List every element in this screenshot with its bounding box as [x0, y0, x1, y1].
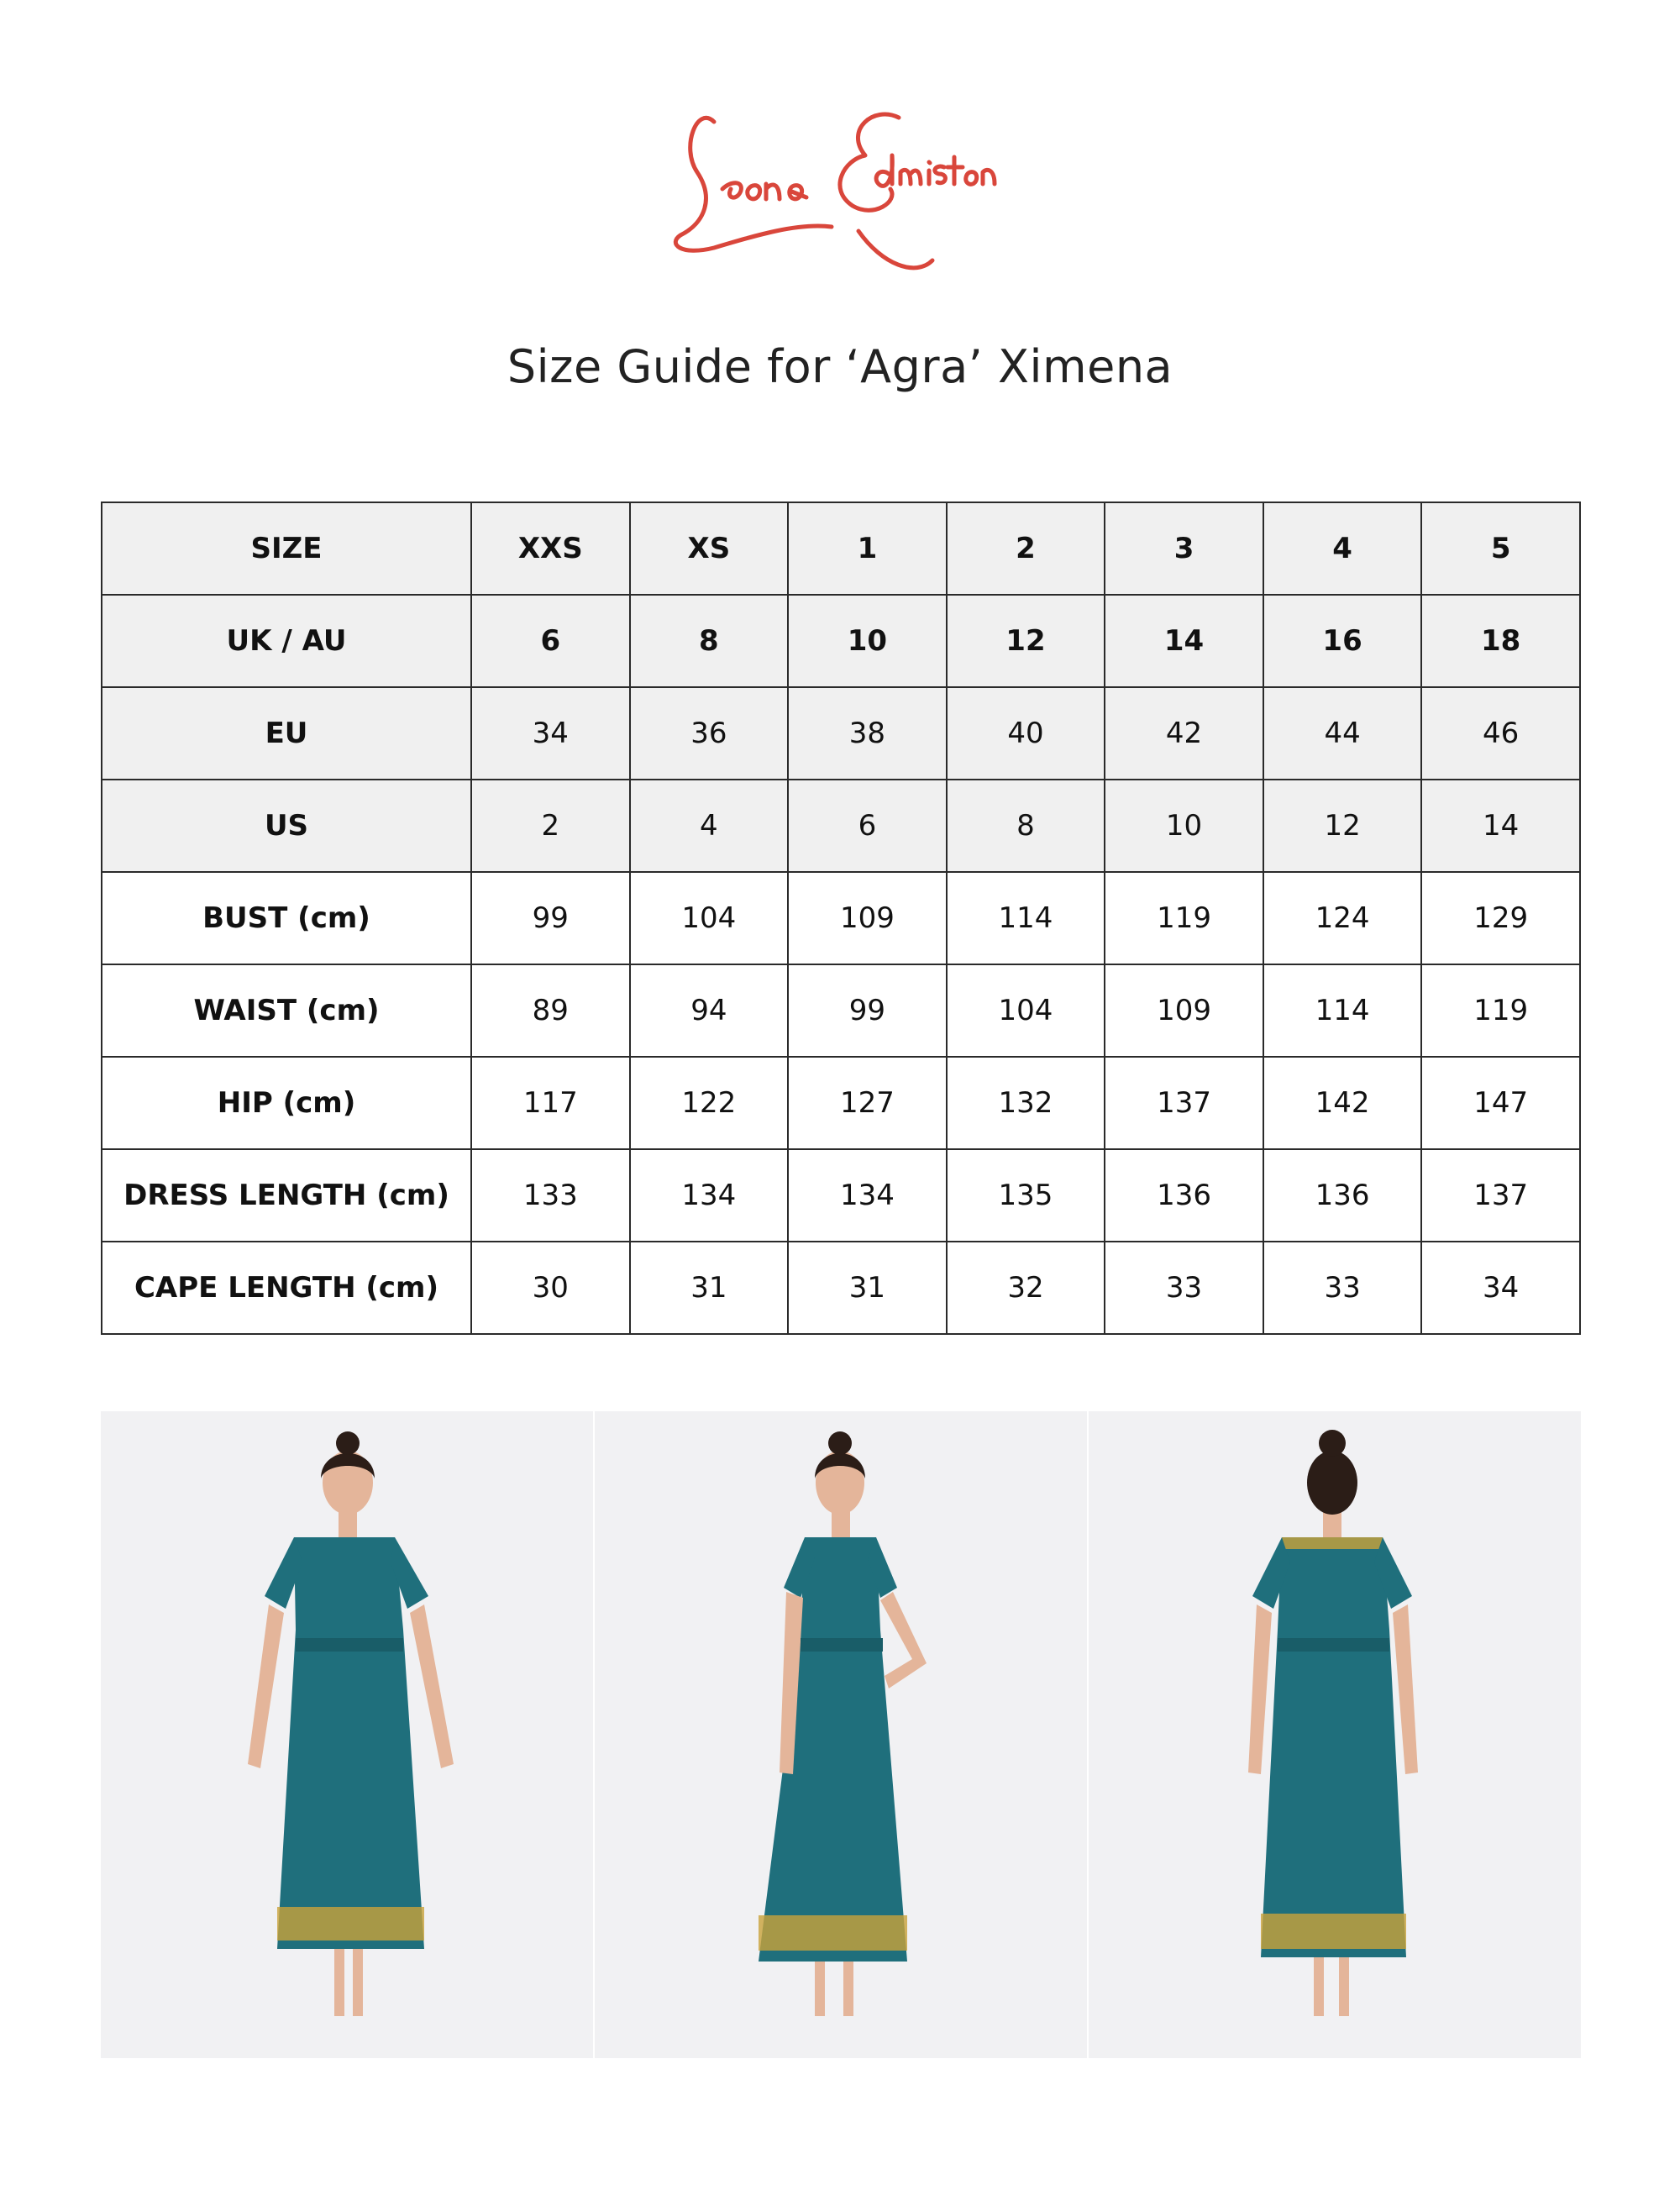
table-cell: 42: [1105, 687, 1263, 780]
product-photo-front: [101, 1411, 593, 2058]
table-cell: 134: [788, 1149, 947, 1242]
row-label: US: [102, 780, 471, 872]
table-cell: 104: [947, 964, 1105, 1057]
table-row: [102, 502, 1580, 595]
table-cell: 5: [1421, 502, 1580, 595]
table-cell: 6: [471, 595, 630, 687]
table-cell: 104: [630, 872, 789, 964]
brand-logo: [664, 97, 1016, 281]
table-cell: 124: [1263, 872, 1422, 964]
table-cell: 142: [1263, 1057, 1422, 1149]
table-cell: 114: [947, 872, 1105, 964]
row-label: HIP (cm): [102, 1057, 471, 1149]
table-cell: 16: [1263, 595, 1422, 687]
table-cell: 119: [1105, 872, 1263, 964]
table-cell: XS: [630, 502, 789, 595]
table-cell: 133: [471, 1149, 630, 1242]
table-row: [102, 1057, 1580, 1149]
table-cell: 1: [788, 502, 947, 595]
table-cell: 2: [947, 502, 1105, 595]
table-cell: 31: [630, 1242, 789, 1334]
table-cell: 10: [788, 595, 947, 687]
table-cell: 10: [1105, 780, 1263, 872]
table-row: [102, 687, 1580, 780]
table-cell: 34: [1421, 1242, 1580, 1334]
row-label: SIZE: [102, 502, 471, 595]
table-cell: 136: [1263, 1149, 1422, 1242]
model-figure-front: [101, 1411, 593, 2058]
product-photo-side: [595, 1411, 1087, 2058]
table-cell: 8: [947, 780, 1105, 872]
table-cell: 99: [471, 872, 630, 964]
table-cell: 135: [947, 1149, 1105, 1242]
table-row: [102, 964, 1580, 1057]
table-row: [102, 872, 1580, 964]
table-row: [102, 780, 1580, 872]
table-cell: 4: [1263, 502, 1422, 595]
product-photo-back: [1089, 1411, 1581, 2058]
table-row: [102, 595, 1580, 687]
table-cell: 119: [1421, 964, 1580, 1057]
row-label: WAIST (cm): [102, 964, 471, 1057]
table-cell: 137: [1421, 1149, 1580, 1242]
table-row: [102, 1149, 1580, 1242]
table-cell: 8: [630, 595, 789, 687]
table-cell: 38: [788, 687, 947, 780]
model-figure-back: [1089, 1411, 1581, 2058]
table-cell: 89: [471, 964, 630, 1057]
row-label: UK / AU: [102, 595, 471, 687]
table-cell: 109: [1105, 964, 1263, 1057]
table-cell: 2: [471, 780, 630, 872]
table-cell: 30: [471, 1242, 630, 1334]
table-cell: 3: [1105, 502, 1263, 595]
table-cell: 40: [947, 687, 1105, 780]
table-cell: 12: [947, 595, 1105, 687]
model-figure-side: [595, 1411, 1087, 2058]
table-cell: 6: [788, 780, 947, 872]
table-cell: 31: [788, 1242, 947, 1334]
table-cell: 94: [630, 964, 789, 1057]
table-cell: 134: [630, 1149, 789, 1242]
table-row: [102, 1242, 1580, 1334]
page-title: Size Guide for ‘Agra’ Ximena: [507, 340, 1173, 393]
table-cell: 132: [947, 1057, 1105, 1149]
row-label: BUST (cm): [102, 872, 471, 964]
table-cell: 114: [1263, 964, 1422, 1057]
table-cell: 99: [788, 964, 947, 1057]
table-cell: 4: [630, 780, 789, 872]
table-cell: 122: [630, 1057, 789, 1149]
table-cell: 109: [788, 872, 947, 964]
table-cell: 33: [1105, 1242, 1263, 1334]
table-cell: 14: [1105, 595, 1263, 687]
table-cell: 137: [1105, 1057, 1263, 1149]
product-photos: [101, 1411, 1581, 2058]
table-cell: 14: [1421, 780, 1580, 872]
table-cell: 34: [471, 687, 630, 780]
table-cell: 12: [1263, 780, 1422, 872]
table-cell: 129: [1421, 872, 1580, 964]
table-cell: 36: [630, 687, 789, 780]
table-cell: 136: [1105, 1149, 1263, 1242]
table-cell: 18: [1421, 595, 1580, 687]
row-label: CAPE LENGTH (cm): [102, 1242, 471, 1334]
table-cell: XXS: [471, 502, 630, 595]
table-cell: 117: [471, 1057, 630, 1149]
size-chart-table: [101, 502, 1581, 1335]
table-cell: 147: [1421, 1057, 1580, 1149]
table-cell: 33: [1263, 1242, 1422, 1334]
row-label: EU: [102, 687, 471, 780]
table-cell: 44: [1263, 687, 1422, 780]
table-cell: 32: [947, 1242, 1105, 1334]
row-label: DRESS LENGTH (cm): [102, 1149, 471, 1242]
table-cell: 127: [788, 1057, 947, 1149]
table-cell: 46: [1421, 687, 1580, 780]
